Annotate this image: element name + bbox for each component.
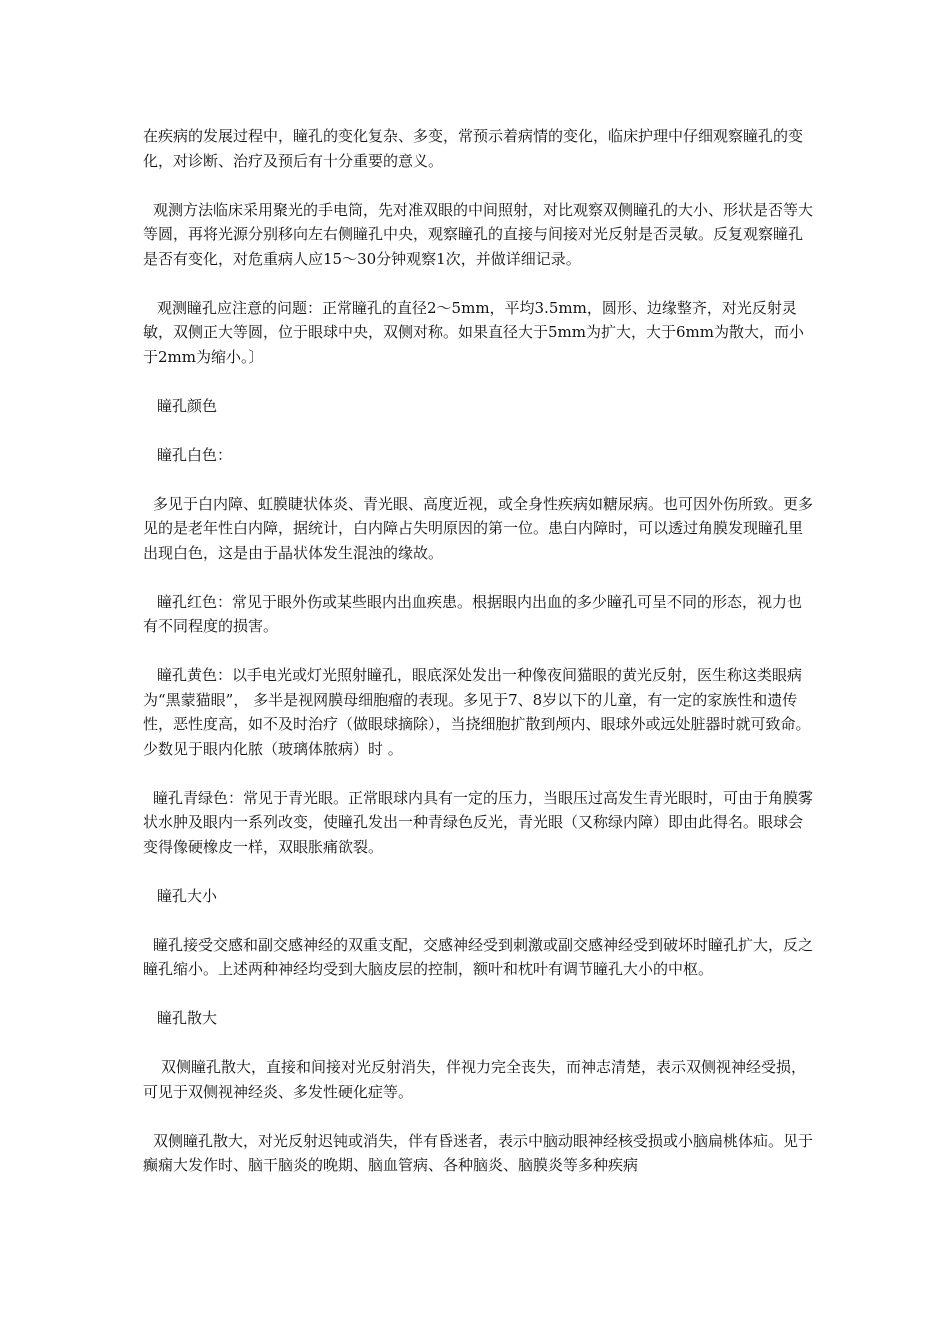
- paragraph-observation-method: 观测方法临床采用聚光的手电筒，先对准双眼的中间照射，对比观察双侧瞳孔的大小、形状是否等大等圆，再将光源分别移向左右侧瞳孔中央，观察瞳孔的直接与间接对光反射是否灵敏。反复观察瞳孔是否有变化，对危重病人应15～30分钟观察1次，并做详细记录。: [143, 200, 814, 268]
- heading-pupil-white: 瞳孔白色：: [157, 445, 233, 464]
- document-body: [143, 124, 813, 1202]
- heading-pupil-size: 瞳孔大小: [157, 886, 218, 905]
- paragraph-pupil-white: 多见于白内障、虹膜睫状体炎、青光眼、高度近视，或全身性疾病如糖尿病。也可因外伤所致。更多见的是老年性白内障，据统计，白内障占失明原因的第一位。患白内障时，可以透过角膜发现瞳孔里出现白色，这是由于晶状体发生混浊的缘故。: [143, 494, 814, 562]
- paragraph-pupil-green: 瞳孔青绿色：常见于青光眼。正常眼球内具有一定的压力，当眼压过高发生青光眼时，可由于角膜雾状水肿及眼内一系列改变，使瞳孔发出一种青绿色反光，青光眼（又称绿内障）即由此得名。眼球会变得像硬橡皮一样，双眼胀痛欲裂。: [143, 788, 814, 856]
- heading-pupil-dilation: 瞳孔散大: [157, 1009, 218, 1027]
- heading-pupil-color: 瞳孔颜色: [157, 396, 218, 415]
- paragraph-pupil-yellow: 瞳孔黄色：以手电光或灯光照射瞳孔，眼底深处发出一种像夜间猫眼的黄光反射，医生称这类眼病为“黑蒙猫眼”， 多半是视网膜母细胞瘤的表现。多见于7、8岁以下的儿童，有一定的家族性和遗传性，恶性度高，如不及时治疗（做眼球摘除），当挠细胞扩散到颅内、眼球外或远处脏器时就可致命。少数见于眼内化脓（玻璃体脓病）时 。: [143, 666, 811, 758]
- paragraph-observation-notes: 观测瞳孔应注意的问题：正常瞳孔的直径2～5mm，平均3.5mm，圆形、边缘整齐，对光反射灵敏，双侧正大等圆，位于眼球中央，双侧对称。如果直径大于5mm为扩大，大于6mm为散大，而小于2mm为缩小。〕: [143, 298, 804, 366]
- paragraph-intro: 在疾病的发展过程中，瞳孔的变化复杂、多变，常预示着病情的变化，临床护理中仔细观察瞳孔的变化，对诊断、治疗及预后有十分重要的意义。: [143, 127, 804, 170]
- paragraph-dilation-optic: 双侧瞳孔散大，直接和间接对光反射消失，伴视力完全丧失，而神志清楚，表示双侧视神经受损，可见于双侧视神经炎、多发性硬化症等。: [143, 1058, 807, 1101]
- paragraph-pupil-red: 瞳孔红色：常见于眼外伤或某些眼内出血疾患。根据眼内出血的多少瞳孔可呈不同的形态，视力也有不同程度的损害。: [143, 592, 803, 635]
- paragraph-dilation-coma: 双侧瞳孔散大，对光反射迟钝或消失，伴有昏迷者，表示中脑动眼神经核受损或小脑扁桃体疝。见于癫痫大发作时、脑干脑炎的晚期、脑血管病、各种脑炎、脑膜炎等多种疾病: [143, 1131, 814, 1174]
- paragraph-pupil-size: 瞳孔接受交感和副交感神经的双重支配，交感神经受到刺激或副交感神经受到破坏时瞳孔扩大，反之瞳孔缩小。上述两种神经均受到大脑皮层的控制，额叶和枕叶有调节瞳孔大小的中枢。: [143, 935, 814, 978]
